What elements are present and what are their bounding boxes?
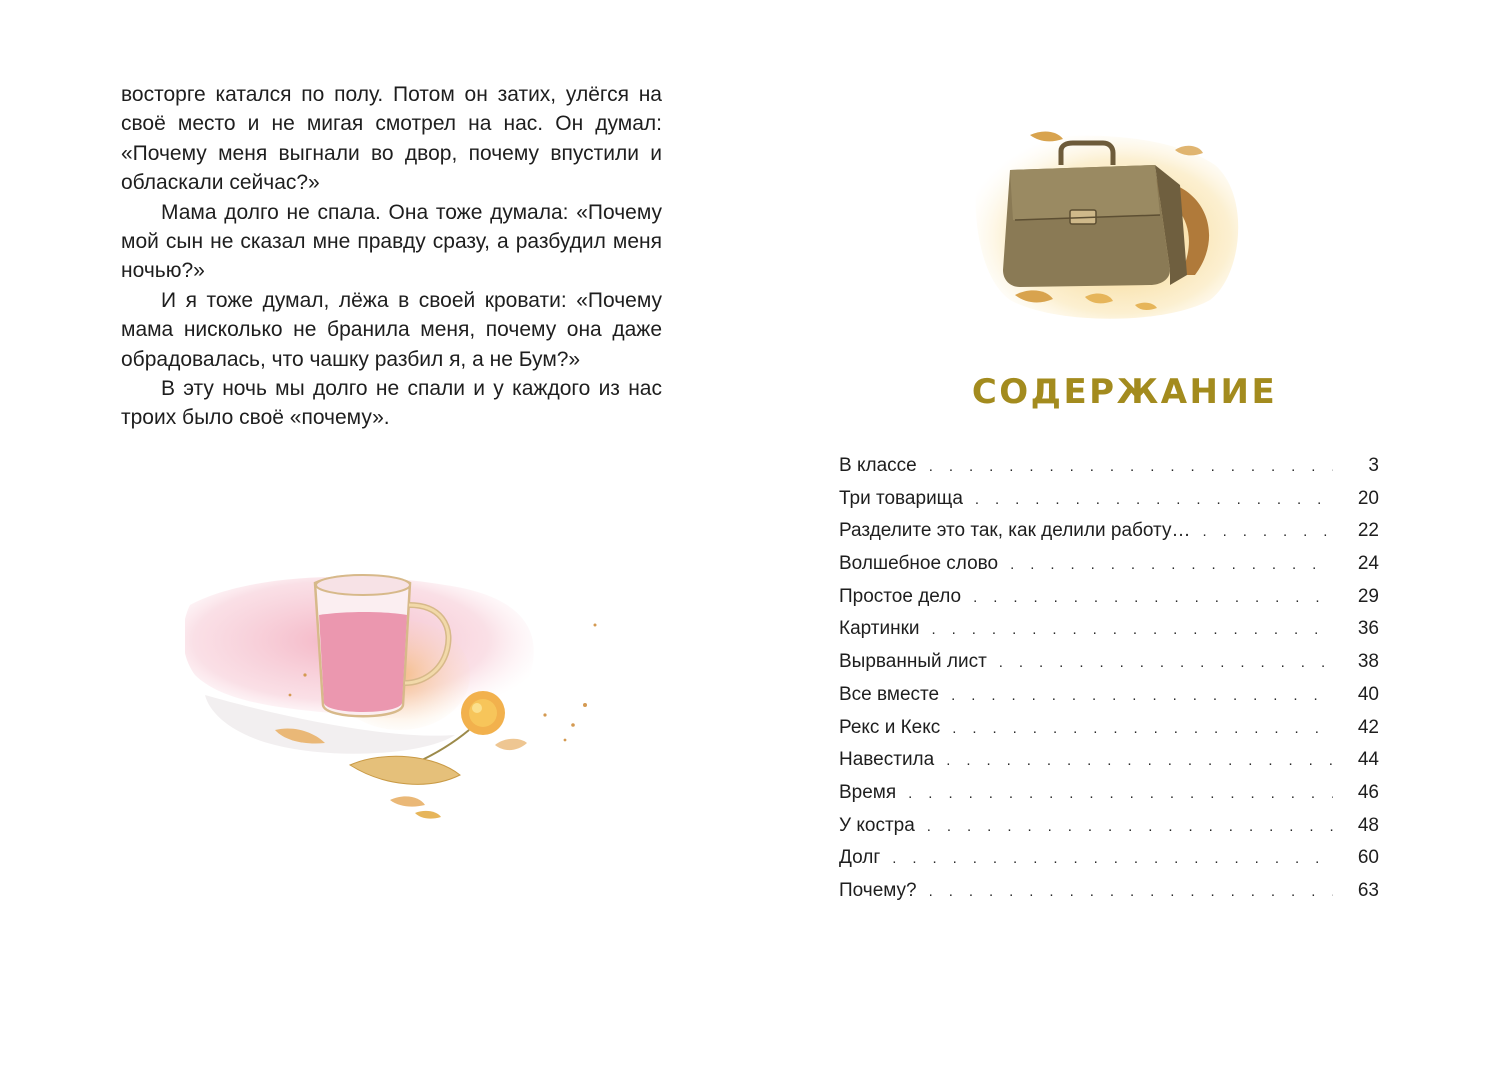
toc-leader xyxy=(1196,516,1333,549)
toc-item-title: Навестила xyxy=(839,749,935,771)
toc-leader xyxy=(886,843,1333,876)
watercolor-tea-cup-icon xyxy=(185,565,610,830)
toc-item[interactable] xyxy=(839,450,1379,483)
toc-item[interactable] xyxy=(839,842,1379,875)
toc-leader xyxy=(923,876,1333,909)
toc-item[interactable] xyxy=(839,777,1379,810)
toc-item[interactable] xyxy=(839,515,1379,548)
toc-item-page: 29 xyxy=(1357,585,1379,607)
toc-item-page: 40 xyxy=(1357,683,1379,705)
toc-item[interactable] xyxy=(839,679,1379,712)
toc-item-page: 46 xyxy=(1357,781,1379,803)
tea-cup-illustration xyxy=(185,565,610,830)
toc-leader xyxy=(945,680,1333,713)
toc-item-title: Три товарища xyxy=(839,487,963,509)
toc-item-title: Волшебное слово xyxy=(839,553,999,575)
toc-leader xyxy=(923,451,1333,484)
toc-item[interactable] xyxy=(839,581,1379,614)
toc-item[interactable] xyxy=(839,548,1379,581)
toc-item[interactable] xyxy=(839,483,1379,516)
toc-item[interactable] xyxy=(839,646,1379,679)
toc-item-page: 42 xyxy=(1357,716,1379,738)
toc-item-title: У костра xyxy=(839,814,915,836)
toc-item[interactable] xyxy=(839,875,1379,908)
toc-item-page: 48 xyxy=(1357,814,1379,836)
toc-leader xyxy=(946,713,1333,746)
toc-item-title: Почему? xyxy=(839,879,917,901)
toc-item-page: 44 xyxy=(1357,749,1379,771)
toc-item-title: Картинки xyxy=(839,618,920,640)
toc-item-page: 3 xyxy=(1368,455,1379,476)
paragraph: Мама долго не спала. Она тоже думала: «Почему мой сын не сказал мне правду сразу, а разбудил меня ночью?» xyxy=(121,200,662,283)
toc-item[interactable] xyxy=(839,744,1379,777)
toc-leader xyxy=(902,778,1333,811)
story-text xyxy=(121,80,662,433)
paragraph: В эту ночь мы долго не спали и у каждого из нас троих было своё «почему». xyxy=(121,377,662,430)
toc-item[interactable] xyxy=(839,613,1379,646)
toc-item-page: 63 xyxy=(1357,879,1379,901)
right-page xyxy=(750,0,1499,1088)
toc-item-title: Простое дело xyxy=(839,585,962,607)
toc-item[interactable] xyxy=(839,712,1379,745)
toc-item-page: 38 xyxy=(1357,651,1379,673)
toc-leader xyxy=(926,614,1333,647)
toc-item-page: 60 xyxy=(1357,847,1379,869)
toc-leader xyxy=(967,582,1333,615)
toc-item-page: 20 xyxy=(1357,487,1379,509)
toc-item-page: 22 xyxy=(1357,520,1379,542)
toc-item-title: Все вместе xyxy=(839,683,940,705)
table-of-contents xyxy=(839,450,1379,908)
toc-item-title: Вырванный лист xyxy=(839,651,987,673)
toc-leader xyxy=(993,647,1333,680)
toc-item-title: Рекс и Кекс xyxy=(839,716,941,738)
toc-item-title: Время xyxy=(839,781,897,803)
toc-leader xyxy=(969,484,1333,517)
toc-item[interactable] xyxy=(839,810,1379,843)
toc-title: СОДЕРЖАНИЕ xyxy=(971,372,1278,412)
watercolor-satchel-icon xyxy=(975,125,1245,325)
toc-item-page: 24 xyxy=(1357,553,1379,575)
toc-leader xyxy=(1004,549,1333,582)
toc-item-title: Разделите это так, как делили работу… xyxy=(839,520,1191,542)
toc-leader xyxy=(940,745,1333,778)
toc-item-title: Долг xyxy=(839,847,881,869)
paragraph: И я тоже думал, лёжа в своей кровати: «Почему мама нисколько не бранила меня, почему она даже обрадовалась, что чашку разбил я, а не Бум?» xyxy=(121,288,662,371)
toc-item-page: 36 xyxy=(1357,618,1379,640)
toc-leader xyxy=(921,811,1333,844)
paragraph: восторге катался по полу. Потом он затих, улёгся на своё место и не мигая смотрел на нас. Он думал: «Почему меня выгнали во двор, почему впустили и обласкали сейчас?» xyxy=(121,83,662,195)
satchel-illustration xyxy=(975,125,1245,325)
toc-item-title: В классе xyxy=(839,455,917,476)
